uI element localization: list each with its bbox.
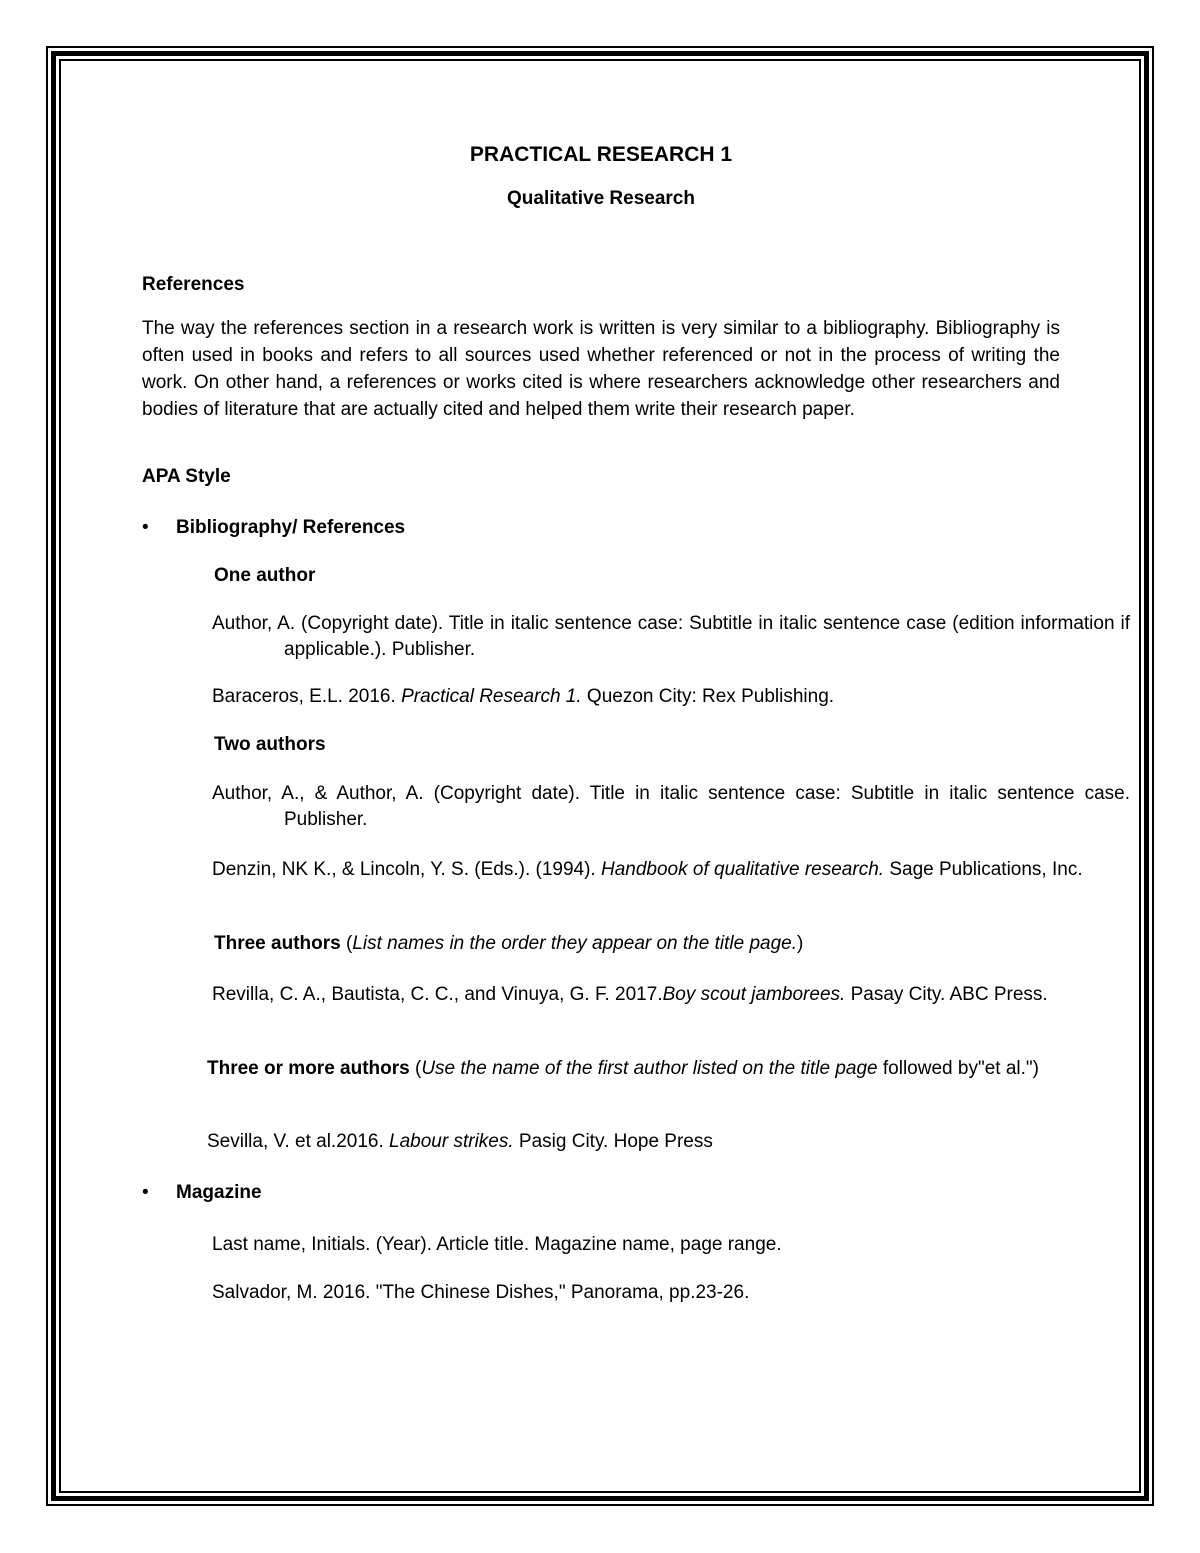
page-subtitle: Qualitative Research [507,188,695,209]
three-authors-note-close: ) [797,933,804,954]
bullet-bibliography [142,515,542,541]
one-author-example-title: Practical Research 1. [401,686,582,707]
three-authors-example-publisher: Pasay City. ABC Press. [845,984,1048,1005]
three-authors-note: List names in the order they appear on the title page. [352,933,797,954]
two-authors-example-authors: Denzin, NK K., & Lincoln, Y. S. (Eds.). (1994). [212,859,601,880]
bullet-dot: • [142,1182,149,1203]
bullet-magazine [142,1180,542,1206]
bullet-magazine-label: Magazine [176,1182,262,1203]
two-authors-example-publisher: Sage Publications, Inc. [884,859,1083,880]
apa-style-heading: APA Style [142,466,231,487]
magazine-example: Salvador, M. 2016. "The Chinese Dishes," Panorama, pp.23-26. [212,1282,750,1303]
references-paragraph: The way the references section in a research work is written is very similar to a bibliography. Bibliography is often used in books and refers to all sources used whether referenced or not in the process of writing the work. On other hand, a references or works cited is where researchers acknowledge other researchers and bodies of literature that are actually cited and helped them write their research paper. [142,318,1060,420]
two-authors-format: Author, A., & Author, A. (Copyright date). Title in italic sentence case: Subtitle in italic sentence case. Publisher. [212,783,1130,830]
three-or-more-label: Three or more authors [207,1058,410,1079]
three-authors-heading [214,931,803,957]
one-author-format: Author, A. (Copyright date). Title in italic sentence case: Subtitle in italic sentence case (edition information if applicable.). Publisher. [212,613,1130,660]
references-heading: References [142,274,245,295]
three-or-more-note-post: followed by"et al.") [877,1058,1039,1079]
bullet-dot: • [142,517,149,538]
three-authors-label: Three authors [214,933,341,954]
two-authors-example [212,857,1130,883]
bullet-bibliography-label: Bibliography/ References [176,517,406,538]
three-authors-example [212,982,1130,1008]
one-author-example-authors: Baraceros, E.L. 2016. [212,686,402,707]
three-authors-note-open: ( [340,933,353,954]
one-author-example [212,684,1058,710]
page-title: PRACTICAL RESEARCH 1 [469,143,733,166]
three-or-more-example-authors: Sevilla, V. et al.2016. [207,1131,390,1152]
three-authors-example-authors: Revilla, C. A., Bautista, C. C., and Vinuya, G. F. 2017. [212,984,663,1005]
one-author-example-publisher: Quezon City: Rex Publishing. [581,686,835,707]
three-or-more-heading [207,1056,1058,1082]
two-authors-label: Two authors [214,734,326,755]
three-or-more-example-publisher: Pasig City. Hope Press [513,1131,713,1152]
magazine-format: Last name, Initials. (Year). Article title. Magazine name, page range. [212,1234,782,1255]
three-or-more-example [207,1129,1053,1155]
three-or-more-note: Use the name of the first author listed on the title page [421,1058,878,1079]
one-author-label: One author [214,565,316,586]
two-authors-example-title: Handbook of qualitative research. [600,859,885,880]
three-or-more-example-title: Labour strikes. [389,1131,514,1152]
three-or-more-note-open: ( [409,1058,422,1079]
three-authors-example-title: Boy scout jamborees. [662,984,846,1005]
